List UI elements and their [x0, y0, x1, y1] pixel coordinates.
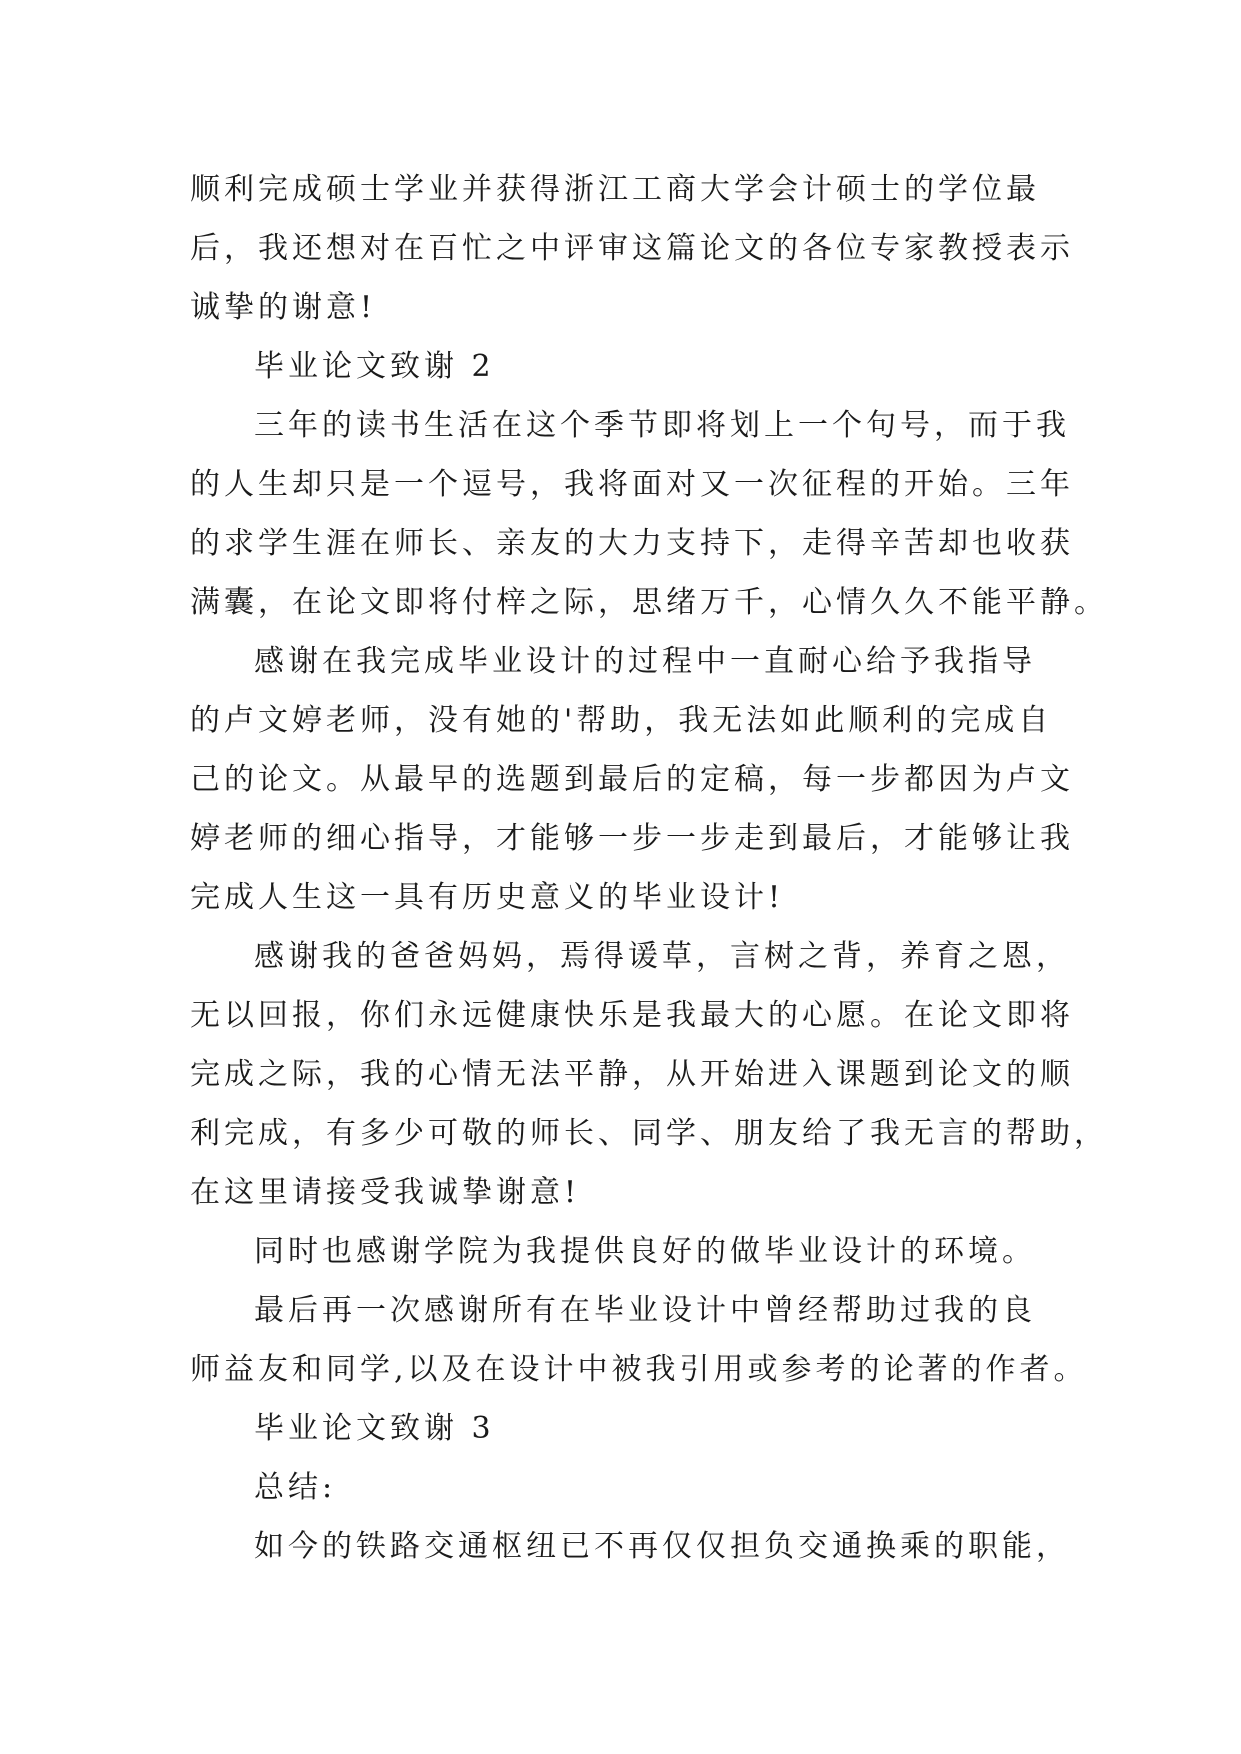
- text-line: 利完成，有多少可敬的师长、同学、朋友给了我无言的帮助，: [190, 1116, 1108, 1151]
- text-line: 的人生却只是一个逗号，我将面对又一次征程的开始。三年: [190, 467, 1074, 502]
- text-line: 三年的读书生活在这个季节即将划上一个句号，而于我: [254, 408, 1070, 443]
- text-line: 感谢在我完成毕业设计的过程中一直耐心给予我指导: [254, 644, 1036, 679]
- section-heading: 毕业论文致谢 2: [254, 349, 495, 384]
- text-line: 诚挚的谢意!: [190, 290, 377, 325]
- text-line: 师益友和同学,以及在设计中被我引用或参考的论著的作者。: [190, 1352, 1088, 1387]
- document-body: [190, 160, 1108, 1576]
- text-line: 同时也感谢学院为我提供良好的做毕业设计的环境。: [254, 1234, 1036, 1269]
- text-line: 最后再一次感谢所有在毕业设计中曾经帮助过我的良: [254, 1293, 1036, 1328]
- text-line: 顺利完成硕士学业并获得浙江工商大学会计硕士的学位最: [190, 172, 1040, 207]
- text-line: 完成人生这一具有历史意义的毕业设计!: [190, 880, 785, 915]
- text-line: 如今的铁路交通枢纽已不再仅仅担负交通换乘的职能，: [254, 1529, 1070, 1564]
- text-line: 完成之际，我的心情无法平静，从开始进入课题到论文的顺: [190, 1057, 1074, 1092]
- text-line: 满囊，在论文即将付梓之际，思绪万千，心情久久不能平静。: [190, 585, 1108, 620]
- text-line: 的卢文婷老师，没有她的'帮助，我无法如此顺利的完成自: [190, 703, 1053, 738]
- text-line: 己的论文。从最早的选题到最后的定稿，每一步都因为卢文: [190, 762, 1074, 797]
- text-line: 感谢我的爸爸妈妈，焉得谖草，言树之背，养育之恩，: [254, 939, 1070, 974]
- text-line: 的求学生涯在师长、亲友的大力支持下，走得辛苦却也收获: [190, 526, 1074, 561]
- text-line: 在这里请接受我诚挚谢意!: [190, 1175, 581, 1210]
- text-line: 无以回报，你们永远健康快乐是我最大的心愿。在论文即将: [190, 998, 1074, 1033]
- text-line: 婷老师的细心指导，才能够一步一步走到最后，才能够让我: [190, 821, 1074, 856]
- text-line: 总结:: [254, 1470, 337, 1505]
- text-line: 后，我还想对在百忙之中评审这篇论文的各位专家教授表示: [190, 231, 1074, 266]
- section-heading: 毕业论文致谢 3: [254, 1411, 495, 1446]
